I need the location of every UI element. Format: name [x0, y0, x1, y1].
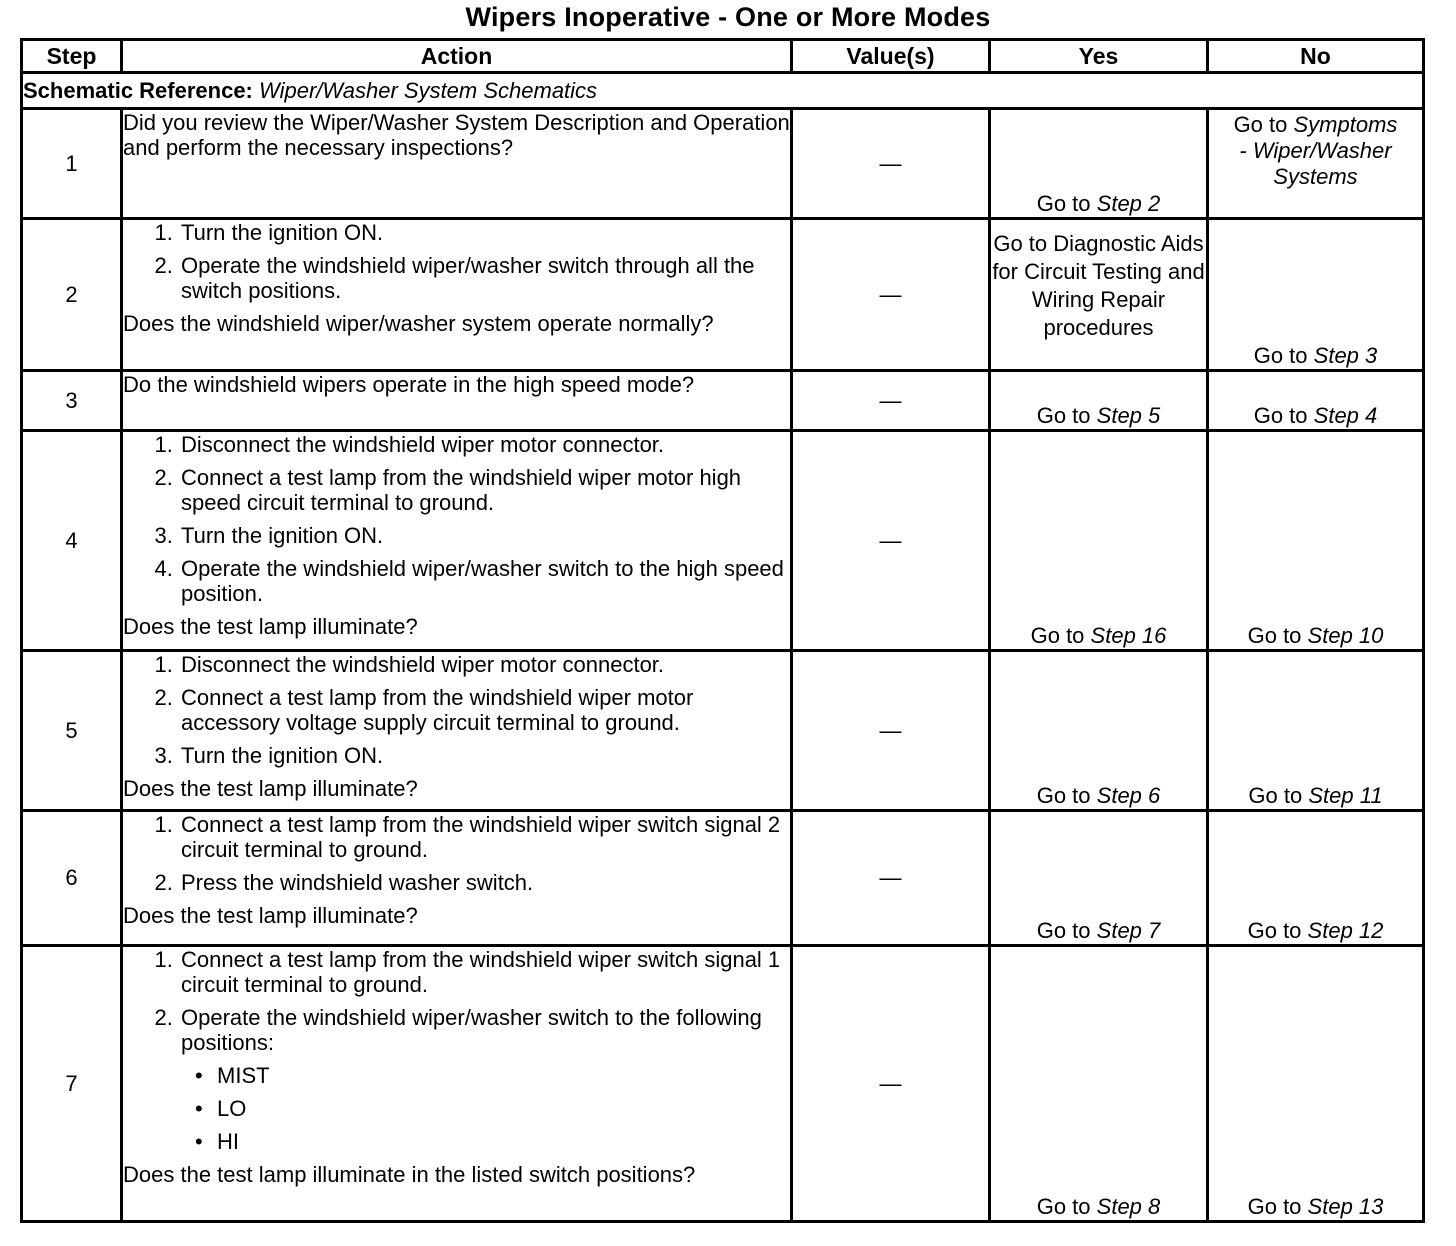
header-yes: Yes [990, 40, 1208, 73]
table-row [22, 811, 1424, 946]
goto-label: Go to [1030, 623, 1085, 648]
question-text: Do the windshield wipers operate in the high speed mode? [123, 372, 695, 397]
action-step-text: Operate the windshield wiper/washer switch to the following positions: [181, 1005, 762, 1055]
schematic-row [22, 73, 1424, 109]
step-number: 2 [22, 219, 122, 371]
table-row [22, 371, 1424, 431]
table-row [22, 219, 1424, 371]
goto-label: Go to [1248, 783, 1303, 808]
header-no: No [1208, 40, 1424, 73]
action-cell [122, 371, 792, 431]
action-step: 2. Operate the windshield wiper/washer switch through all the switch positions. [179, 253, 790, 303]
no-cell [1208, 811, 1424, 946]
action-step: 1. Connect a test lamp from the windshield wiper switch signal 2 circuit terminal to ground. [179, 812, 790, 862]
action-cell [122, 811, 792, 946]
value-dash: — [792, 219, 990, 371]
step-number: 6 [22, 811, 122, 946]
action-step: 1. Disconnect the windshield wiper motor connector. [179, 652, 790, 677]
action-cell [122, 651, 792, 811]
yes-step-link[interactable]: Step 8 [1096, 1194, 1161, 1219]
no-cell [1208, 109, 1424, 219]
action-step: 2. Connect a test lamp from the windshield wiper motor accessory voltage supply circuit terminal to ground. [179, 685, 790, 735]
table-row [22, 431, 1424, 651]
yes-step-link[interactable]: Step 16 [1090, 623, 1167, 648]
goto-label: Go to [1233, 112, 1288, 137]
step-number: 1 [22, 109, 122, 219]
schematic-link[interactable]: Wiper/Washer System Schematics [259, 77, 598, 103]
action-cell [122, 109, 792, 219]
value-dash: — [792, 109, 990, 219]
no-cell [1208, 651, 1424, 811]
yes-cell [990, 946, 1208, 1222]
goto-label: Go to [1036, 191, 1091, 216]
table-row [22, 946, 1424, 1222]
action-steps [123, 652, 790, 768]
no-cell [1208, 946, 1424, 1222]
yes-step-link[interactable]: Step 2 [1096, 191, 1161, 216]
page-title: Wipers Inoperative - One or More Modes [465, 2, 991, 32]
yes-cell [990, 109, 1208, 219]
question-text: Did you review the Wiper/Washer System Description and Operation and perform the necessary inspections? [123, 110, 790, 160]
table-row [22, 109, 1424, 219]
value-dash: — [792, 811, 990, 946]
value-dash: — [792, 371, 990, 431]
no-cell [1208, 371, 1424, 431]
question-text: Does the test lamp illuminate? [123, 776, 418, 801]
action-steps [123, 947, 790, 1154]
no-symptoms-sub-link[interactable]: - Wiper/Washer Systems [1239, 138, 1392, 189]
yes-step-link[interactable]: Step 7 [1096, 918, 1161, 943]
action-cell [122, 219, 792, 371]
yes-step-link[interactable]: Step 6 [1096, 783, 1161, 808]
switch-position: • LO [217, 1096, 790, 1121]
header-step: Step [22, 40, 122, 73]
step-number: 5 [22, 651, 122, 811]
goto-label: Go to [1247, 1194, 1302, 1219]
step-number: 7 [22, 946, 122, 1222]
action-step: 3. Turn the ignition ON. [179, 743, 790, 768]
yes-cell [990, 431, 1208, 651]
yes-cell [990, 371, 1208, 431]
header-values: Value(s) [792, 40, 990, 73]
value-dash: — [792, 651, 990, 811]
action-steps [123, 432, 790, 606]
question-text: Does the test lamp illuminate? [123, 903, 418, 928]
diagnostic-table [20, 38, 1425, 1223]
yes-cell [990, 651, 1208, 811]
schematic-reference [22, 73, 1424, 109]
switch-positions [181, 1063, 790, 1154]
goto-label: Go to [1036, 1194, 1091, 1219]
step-number: 3 [22, 371, 122, 431]
question-text: Does the test lamp illuminate in the listed switch positions? [123, 1162, 696, 1187]
no-step-link[interactable]: Step 11 [1308, 783, 1383, 808]
action-cell [122, 946, 792, 1222]
no-step-link[interactable]: Step 10 [1307, 623, 1384, 648]
question-text: Does the test lamp illuminate? [123, 614, 418, 639]
action-steps [123, 812, 790, 895]
goto-label: Go to [1036, 403, 1091, 428]
no-cell [1208, 431, 1424, 651]
yes-cell [990, 811, 1208, 946]
switch-position: • MIST [217, 1063, 790, 1088]
no-step-link[interactable]: Step 3 [1313, 343, 1378, 368]
action-step: 3. Turn the ignition ON. [179, 523, 790, 548]
schematic-label: Schematic Reference: [23, 77, 253, 103]
no-symptoms-link[interactable]: Symptoms [1293, 112, 1398, 137]
no-step-link[interactable]: Step 12 [1307, 918, 1384, 943]
value-dash: — [792, 946, 990, 1222]
value-dash: — [792, 431, 990, 651]
action-cell [122, 431, 792, 651]
question-text: Does the windshield wiper/washer system operate normally? [123, 311, 714, 336]
header-action: Action [122, 40, 792, 73]
action-step: 1. Connect a test lamp from the windshield wiper switch signal 1 circuit terminal to ground. [179, 947, 790, 997]
goto-label: Go to [1247, 918, 1302, 943]
no-cell [1208, 219, 1424, 371]
action-steps [123, 220, 790, 303]
yes-cell: Go to Diagnostic Aids for Circuit Testing and Wiring Repair procedures [990, 219, 1208, 371]
goto-label: Go to [1247, 623, 1302, 648]
no-step-link[interactable]: Step 13 [1307, 1194, 1384, 1219]
action-step: 2. Connect a test lamp from the windshield wiper motor high speed circuit terminal to ground. [179, 465, 790, 515]
goto-label: Go to [1036, 783, 1091, 808]
switch-position: • HI [217, 1129, 790, 1154]
no-step-link[interactable]: Step 4 [1313, 403, 1378, 428]
action-step: 1. Turn the ignition ON. [179, 220, 790, 245]
action-step: 1. Disconnect the windshield wiper motor connector. [179, 432, 790, 457]
goto-label: Go to [1036, 918, 1091, 943]
header-row [22, 40, 1424, 73]
yes-step-link[interactable]: Step 5 [1096, 403, 1161, 428]
goto-label: Go to [1253, 343, 1308, 368]
table-row [22, 651, 1424, 811]
action-step: 4. Operate the windshield wiper/washer switch to the high speed position. [179, 556, 790, 606]
goto-label: Go to [1253, 403, 1308, 428]
step-number: 4 [22, 431, 122, 651]
action-step [179, 1005, 790, 1154]
action-step: 2. Press the windshield washer switch. [179, 870, 790, 895]
